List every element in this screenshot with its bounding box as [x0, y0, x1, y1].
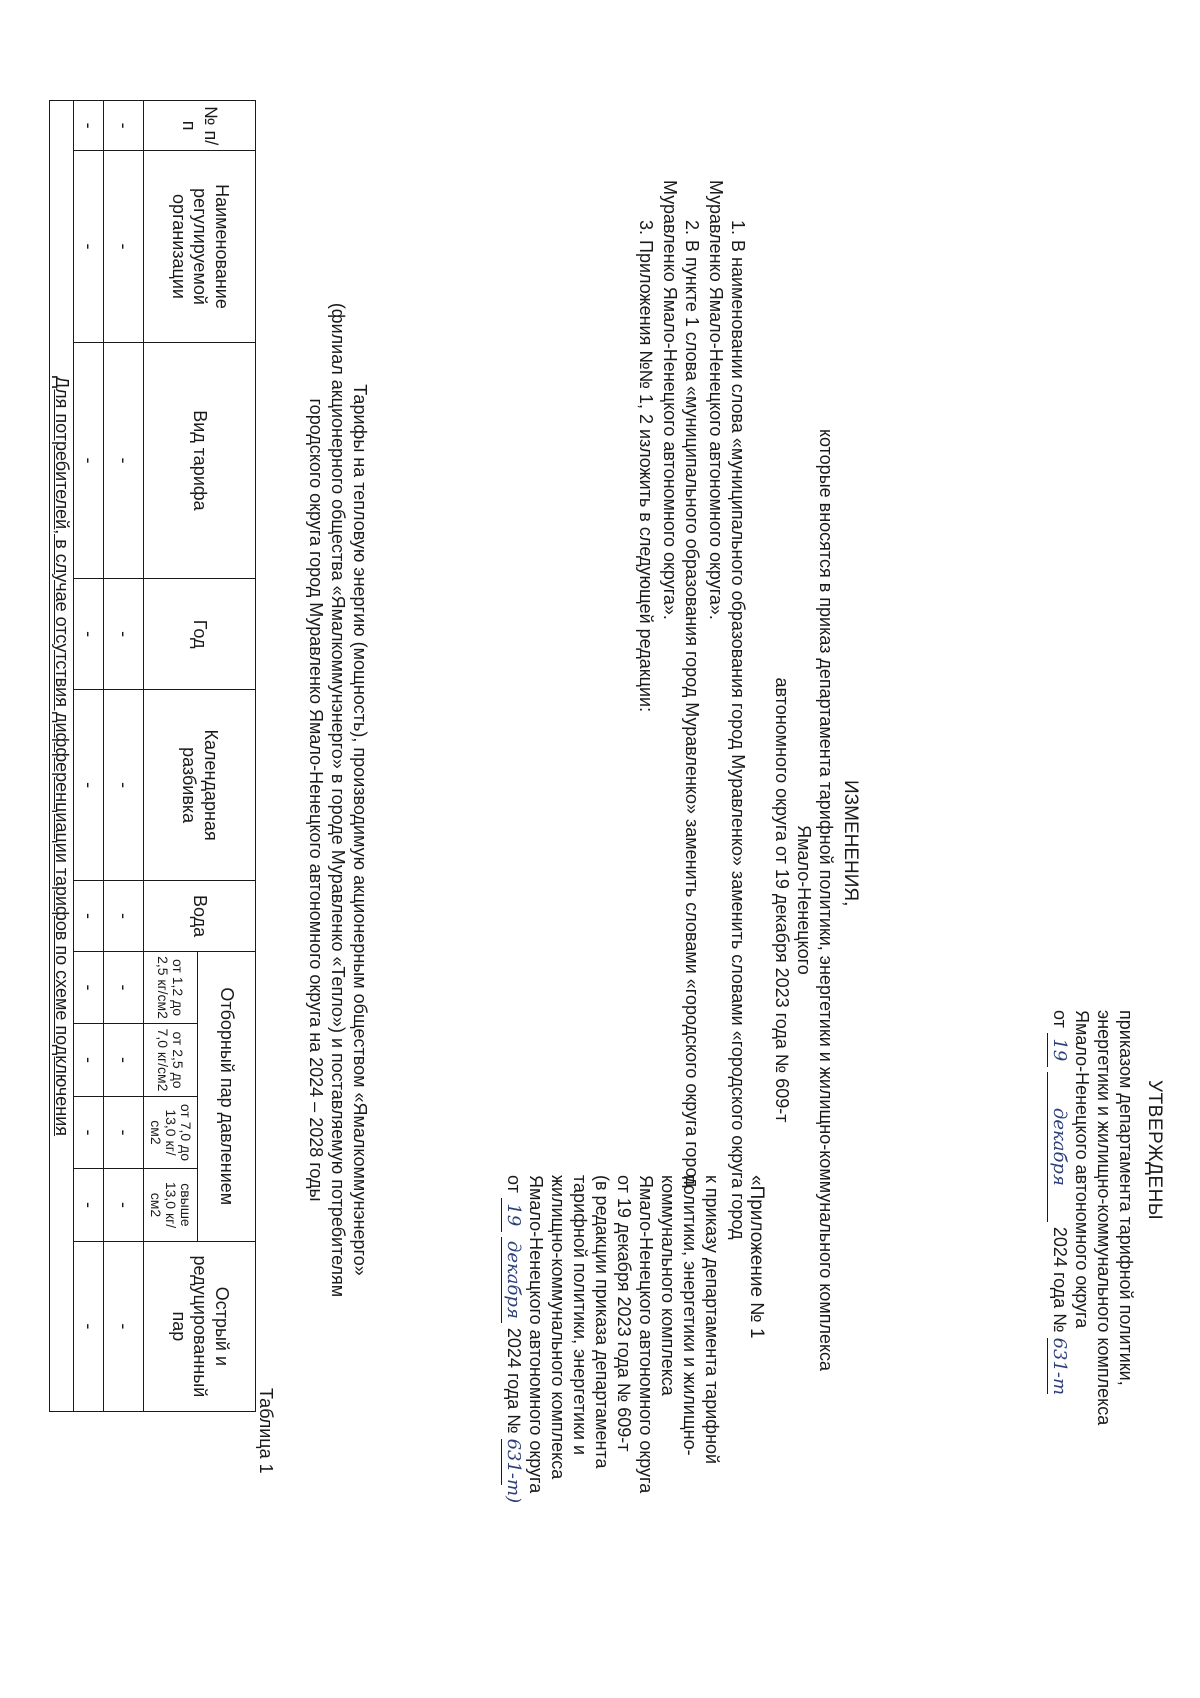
table-cell: - — [74, 1096, 104, 1168]
table-cell: - — [104, 151, 144, 342]
handwritten-number: 631-т) — [503, 1438, 525, 1504]
appendix-line: Ямало-Ненецкого автономного округа — [636, 1175, 657, 1494]
table-cell: - — [74, 1169, 104, 1242]
approval-date-line — [1047, 1010, 1071, 1396]
table-cell: - — [104, 881, 144, 951]
table-cell: - — [104, 951, 144, 1023]
table-cell: - — [104, 101, 144, 151]
table-cell: - — [104, 579, 144, 690]
header-steam: Отборный пар давлением — [198, 951, 256, 1241]
change-item-text: Муравленко Ямало-Ненецкого автономного округа». — [706, 180, 727, 620]
table-row — [104, 101, 144, 1412]
changes-subtitle-line: которые вносятся в приказ департамента тарифной политики, энергетики и жилищно-коммунального комплекса Ямало-Ненецкого — [794, 428, 836, 1372]
header-steam-range: от 1,2 до 2,5 кг/см2 — [144, 951, 198, 1023]
appendix-line: от 19 декабря 2023 года № 609-т — [614, 1175, 635, 1452]
tariffs-heading-line: (филиал акционерного общества «Ямалкоммунэнерго» в городе Муравленко «Тепло») и поставляемую потребителям — [328, 302, 349, 1298]
change-item-2 — [658, 180, 702, 1250]
header-sharp-steam: Острый и редуцированный пар — [144, 1241, 256, 1411]
change-item-text: 1. В наименовании слова «муниципального образования город Муравленко» заменить словами «городского округа город — [728, 220, 748, 1240]
appendix-line: коммунального комплекса — [658, 1175, 679, 1396]
date-prefix: от — [1050, 1010, 1071, 1028]
changes-subtitle-line: автономного округа от 19 декабря 2023 года № 609-т — [772, 677, 793, 1123]
table-cell: - — [74, 342, 104, 579]
table-row — [74, 101, 104, 1412]
change-item-text: 2. В пункте 1 слова «муниципального образования город Муравленко» заменить словами «городского округа город — [682, 220, 702, 1188]
handwritten-day: 19 — [503, 1203, 525, 1227]
table-footer-text: Для потребителей, в случае отсутствия дифференциации тарифов по схеме подключения — [50, 101, 74, 1412]
table-footer-row — [50, 101, 74, 1412]
table-cell: - — [74, 881, 104, 951]
approval-line: Ямало-Ненецкого автономного округа — [1072, 1010, 1093, 1329]
appendix-line: (в редакции приказа департамента — [592, 1175, 613, 1469]
table-cell: - — [104, 1241, 144, 1411]
header-calendar: Календарная разбивка — [144, 690, 256, 881]
tariffs-heading — [304, 250, 370, 1350]
approval-line: приказом департамента тарифной политики, — [1116, 1010, 1136, 1386]
table-label: Таблица 1 — [256, 1388, 276, 1474]
header-org: Наименование регулируемой организации — [144, 151, 256, 342]
changes-title: ИЗМЕНЕНИЯ, — [840, 780, 861, 907]
handwritten-day: 19 — [1049, 1038, 1071, 1062]
table-cell: - — [74, 1241, 104, 1411]
table-cell: - — [74, 690, 104, 881]
header-steam-range: свыше 13,0 кг/см2 — [144, 1169, 198, 1242]
table-cell: - — [104, 342, 144, 579]
appendix-line: жилищно-коммунального комплекса — [548, 1175, 569, 1480]
table-cell: - — [104, 1024, 144, 1096]
handwritten-month: декабря — [1049, 1107, 1071, 1186]
appendix-date-line — [501, 1175, 525, 1504]
appendix-line: политики, энергетики и жилищно- — [680, 1175, 701, 1456]
table-cell: - — [104, 1096, 144, 1168]
tariff-table — [49, 100, 256, 1412]
date-year: 2024 года № — [1050, 1226, 1071, 1333]
change-item-text: Муравленко Ямало-Ненецкого автономного округа». — [660, 180, 681, 620]
appendix-line: Ямало-Ненецкого автономного округа — [526, 1175, 547, 1494]
tariffs-heading-line: городского округа город Муравленко Ямало-Ненецкого автономного округа на 2024 – 2028 годы — [306, 398, 327, 1202]
date-prefix: от — [504, 1175, 525, 1193]
table-cell: - — [74, 101, 104, 151]
appendix-line: тарифной политики, энергетики и — [570, 1175, 591, 1456]
table-cell: - — [74, 951, 104, 1023]
header-num: № п/п — [144, 101, 256, 151]
table-cell: - — [104, 690, 144, 881]
header-year: Год — [144, 579, 256, 690]
header-steam-range: от 7,0 до 13,0 кг/см2 — [144, 1096, 198, 1168]
changes-subtitle — [770, 400, 836, 1400]
table-header-row — [198, 101, 256, 1412]
handwritten-month: декабря — [503, 1240, 525, 1319]
approval-line: энергетики и жилищно-коммунального комплекса — [1094, 1010, 1115, 1426]
table-cell: - — [104, 1169, 144, 1242]
table-cell: - — [74, 1024, 104, 1096]
appendix-line: к приказу департамента тарифной — [702, 1175, 722, 1465]
change-item-1 — [704, 180, 748, 1250]
header-steam-range: от 2,5 до 7,0 кг/см2 — [144, 1024, 198, 1096]
header-water: Вода — [144, 881, 256, 951]
handwritten-number: 631-т — [1049, 1337, 1071, 1396]
change-item-3: 3. Приложения №№ 1, 2 изложить в следующей редакции: — [636, 220, 656, 713]
approval-block — [1047, 1010, 1136, 1426]
appendix-block — [501, 1175, 722, 1504]
appendix-title: «Приложение № 1 — [746, 1175, 767, 1339]
tariffs-heading-line: Тарифы на тепловую энергию (мощность), производимую акционерным обществом «Ямалкоммунэнерго» — [350, 384, 370, 1276]
header-type: Вид тарифа — [144, 342, 256, 579]
table-cell: - — [74, 579, 104, 690]
approval-title: УТВЕРЖДЕНЫ — [1144, 1080, 1165, 1221]
date-year: 2024 года № — [504, 1327, 525, 1434]
table-cell: - — [74, 151, 104, 342]
